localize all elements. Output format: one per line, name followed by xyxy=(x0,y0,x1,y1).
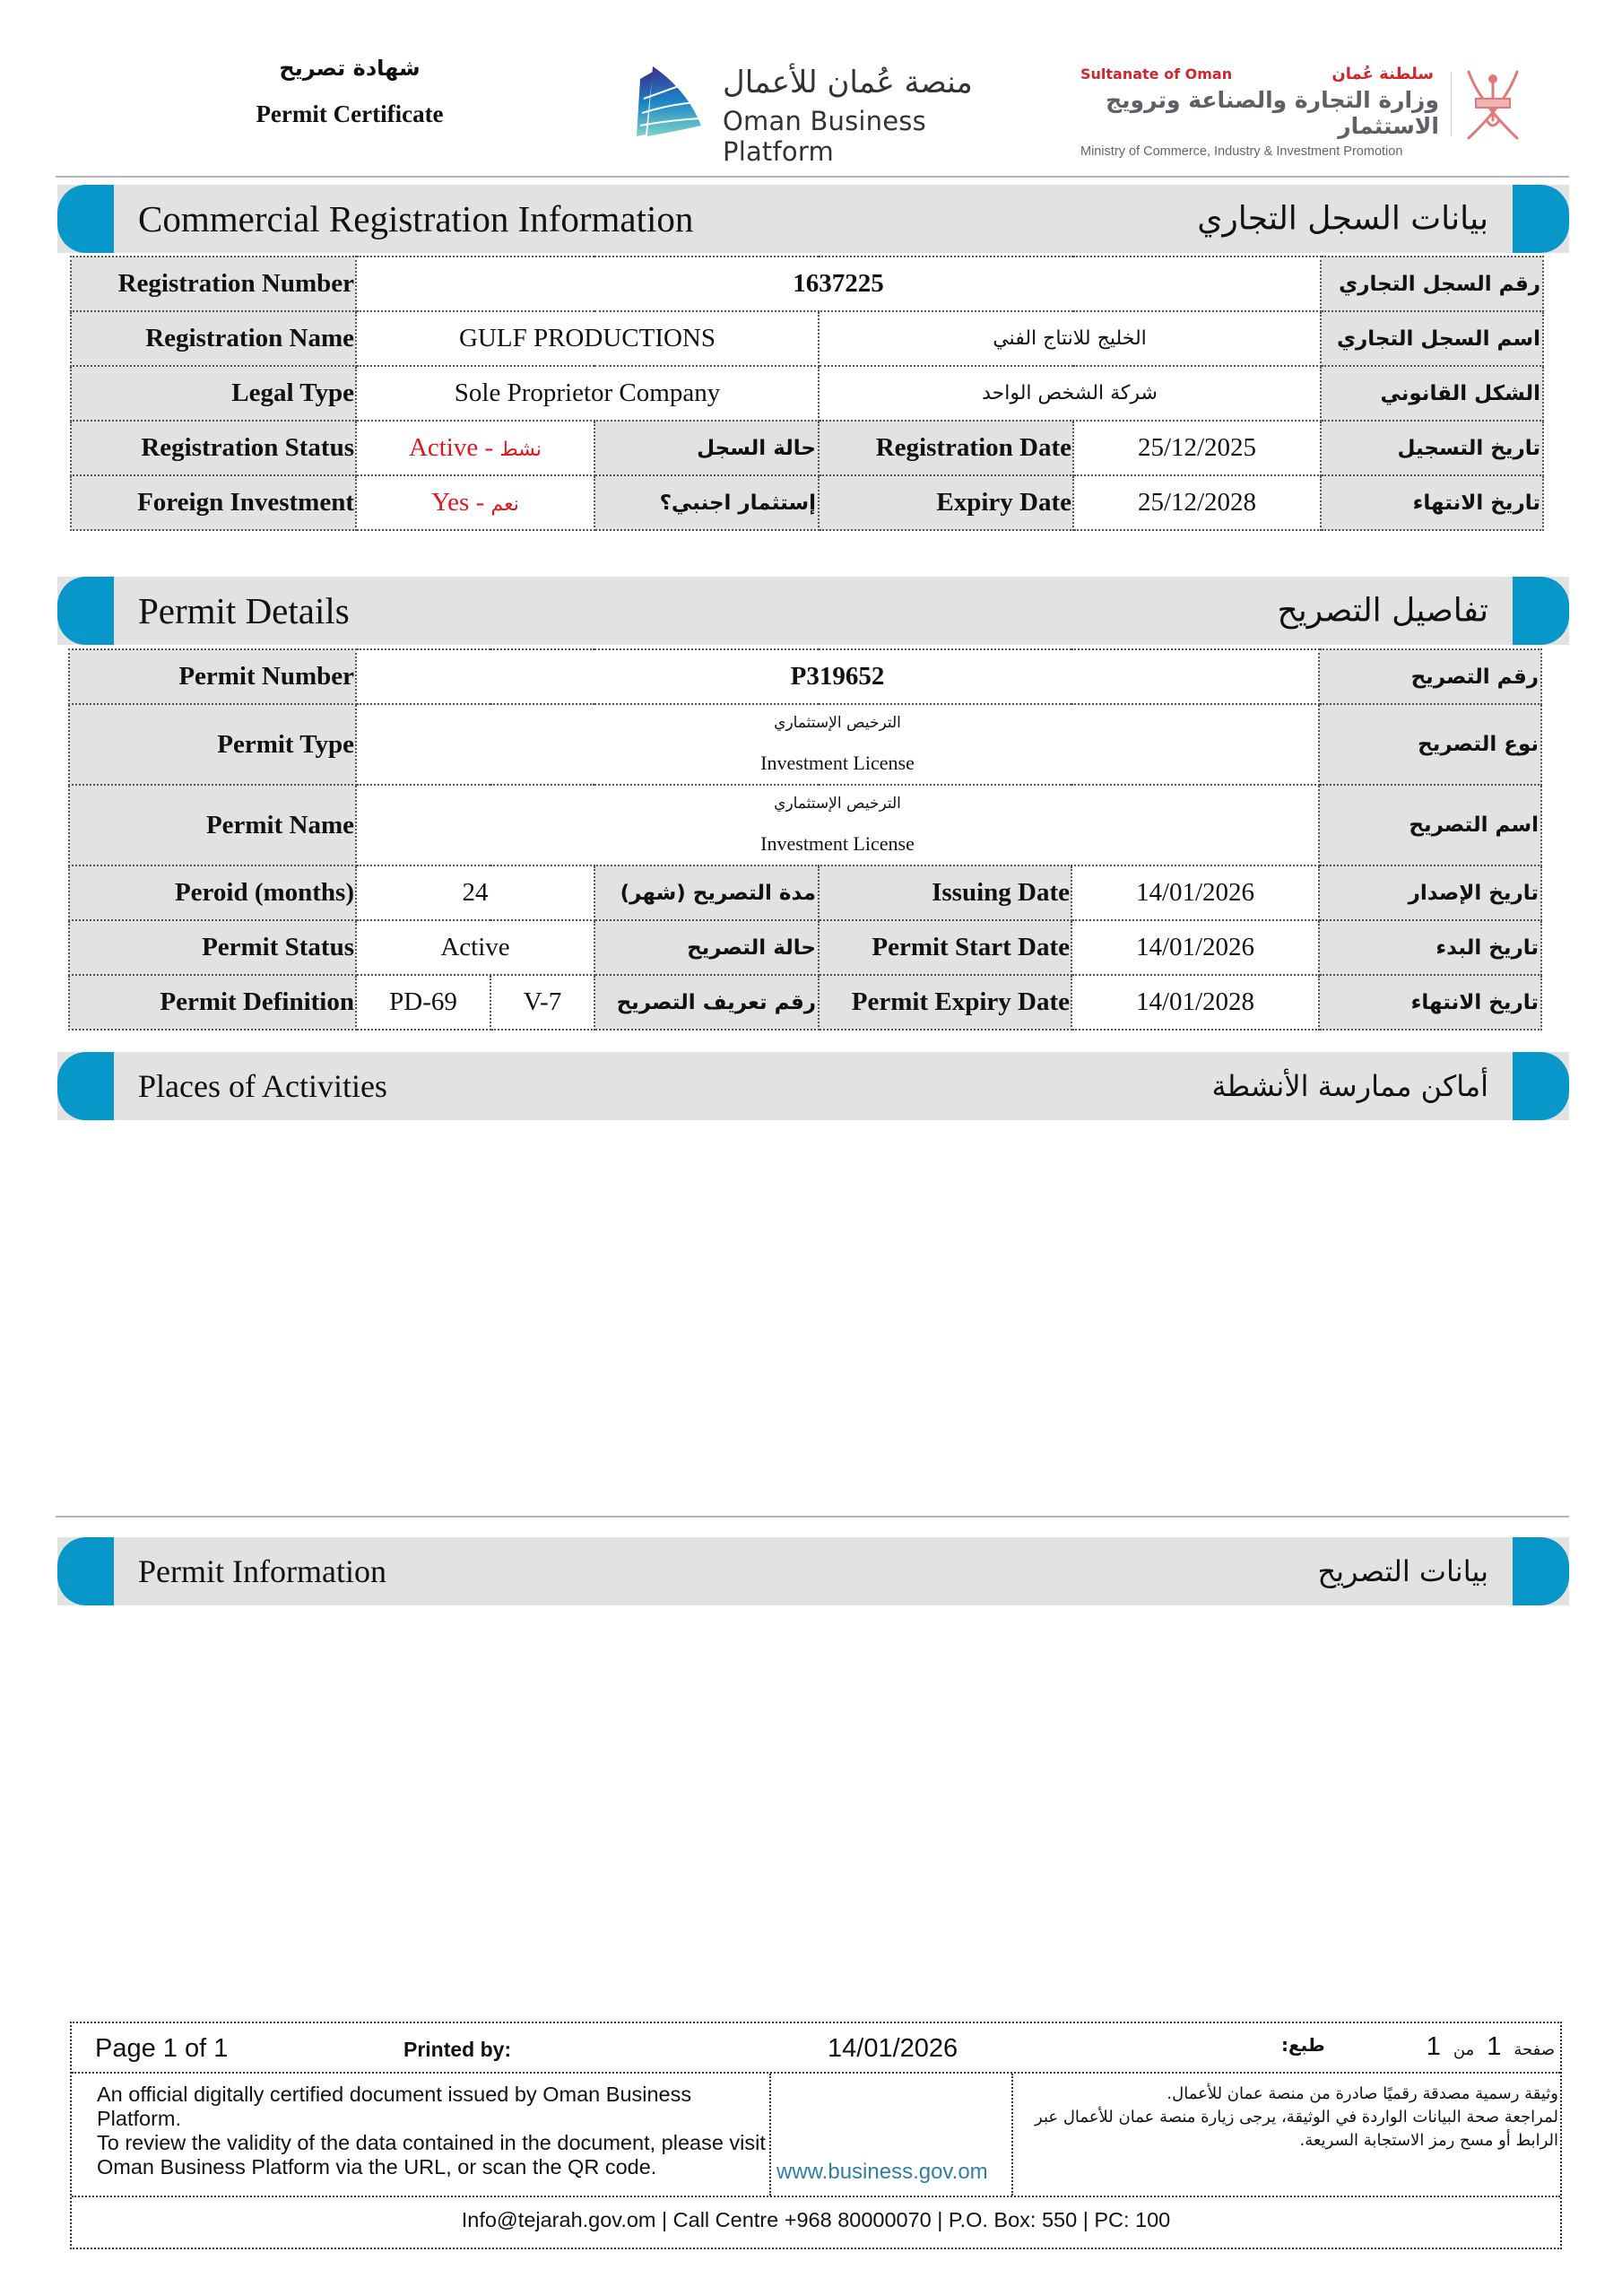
permit-type-label-ar: نوع التصريح xyxy=(1319,704,1541,785)
notice-ar xyxy=(1013,2074,1560,2196)
registration-status-label-ar: حالة السجل xyxy=(594,421,819,475)
registration-name-label: Registration Name xyxy=(71,311,356,366)
section-title-ar: بيانات السجل التجاري xyxy=(1197,200,1488,238)
legal-type-label: Legal Type xyxy=(71,366,356,421)
permit-type-value xyxy=(356,704,1319,785)
section-cap-right xyxy=(1513,577,1569,645)
page-indicator-ar xyxy=(1427,2032,1555,2062)
platform-name-en: Oman Business Platform xyxy=(723,106,926,167)
section-title-ar: أماكن ممارسة الأنشطة xyxy=(1211,1069,1488,1103)
section-cap-left xyxy=(57,1052,114,1120)
permit-status-label: Permit Status xyxy=(69,920,356,975)
notice-en-line-2: To review the validity of the data contained in the document, please visit Oman Business Platform via the URL, or scan the QR code. xyxy=(97,2131,766,2179)
permit-name-label: Permit Name xyxy=(69,785,356,865)
issuing-date-label: Issuing Date xyxy=(819,865,1071,920)
oman-business-platform-logo xyxy=(633,61,1028,167)
page-indicator-en: Page 1 of 1 xyxy=(95,2034,229,2063)
table-row xyxy=(69,865,1541,920)
table-row xyxy=(71,257,1543,311)
qr-code-area xyxy=(771,2074,1013,2196)
notice-en xyxy=(72,2074,771,2196)
table-row xyxy=(69,975,1541,1030)
permit-definition-label-ar: رقم تعريف التصريح xyxy=(594,975,819,1030)
period-label-ar: مدة التصريح (شهر) xyxy=(594,865,819,920)
footer-notice-row xyxy=(72,2074,1560,2197)
section-header-permit-details xyxy=(57,577,1569,645)
document-title-ar: شهادة تصريح xyxy=(279,56,421,81)
expiry-date-value: 25/12/2028 xyxy=(1073,475,1321,530)
section-header-places-of-activities xyxy=(57,1052,1569,1120)
section-divider xyxy=(56,1516,1569,1518)
permit-number-value: P319652 xyxy=(356,649,1319,704)
registration-name-value-en: GULF PRODUCTIONS xyxy=(356,311,819,366)
permit-name-value-ar: الترخيص الإستثماري xyxy=(774,795,901,813)
page-ar-label: صفحة xyxy=(1514,2040,1555,2059)
printed-by-label-en: Printed by: xyxy=(403,2038,512,2061)
table-row xyxy=(71,475,1543,530)
issuing-date-value: 14/01/2026 xyxy=(1071,865,1319,920)
sultanate-en: Sultanate of Oman xyxy=(1080,65,1233,83)
page-ar-total: 1 xyxy=(1426,2032,1441,2061)
permit-name-label-ar: اسم التصريح xyxy=(1319,785,1541,865)
permit-definition-code: PD-69 xyxy=(356,975,490,1030)
permit-expiry-date-label-ar: تاريخ الانتهاء xyxy=(1319,975,1541,1030)
permit-number-label: Permit Number xyxy=(69,649,356,704)
section-header-commercial-registration xyxy=(57,185,1569,253)
table-row xyxy=(69,649,1541,704)
document-footer xyxy=(70,2022,1562,2249)
notice-ar-line-2: لمراجعة صحة البيانات الواردة في الوثيقة، يرجى زيارة منصة عمان للأعمال عبر الرابط أو مسح رمز الاستجابة السريعة. xyxy=(1035,2108,1558,2150)
ministry-name-en: Ministry of Commerce, Industry & Investment Promotion xyxy=(1080,144,1403,159)
permit-definition-label: Permit Definition xyxy=(69,975,356,1030)
permit-start-date-value: 14/01/2026 xyxy=(1071,920,1319,975)
registration-date-value: 25/12/2025 xyxy=(1073,421,1321,475)
issuing-date-label-ar: تاريخ الإصدار xyxy=(1319,865,1541,920)
foreign-investment-value-en: Yes - xyxy=(431,488,491,517)
permit-name-value xyxy=(356,785,1319,865)
foreign-investment-label: Foreign Investment xyxy=(71,475,356,530)
permit-details-table xyxy=(68,648,1542,1031)
registration-number-label-ar: رقم السجل التجاري xyxy=(1321,257,1543,311)
table-row xyxy=(69,785,1541,865)
legal-type-label-ar: الشكل القانوني xyxy=(1321,366,1543,421)
section-cap-left xyxy=(57,185,114,253)
section-title-en: Places of Activities xyxy=(138,1068,387,1104)
table-row xyxy=(69,920,1541,975)
permit-type-value-en: Investment License xyxy=(760,752,915,774)
foreign-investment-value xyxy=(356,475,594,530)
permit-expiry-date-label: Permit Expiry Date xyxy=(819,975,1071,1030)
section-cap-left xyxy=(57,577,114,645)
commercial-registration-table xyxy=(70,256,1544,531)
document-title-en: Permit Certificate xyxy=(256,100,444,127)
registration-name-value-ar: الخليج للانتاج الفني xyxy=(819,311,1321,366)
permit-name-value-en: Investment License xyxy=(760,832,915,855)
platform-name-ar: منصة عُمان للأعمال xyxy=(723,65,973,100)
sultanate-ar: سلطنة عُمان xyxy=(1331,65,1434,83)
permit-expiry-date-value: 14/01/2028 xyxy=(1071,975,1319,1030)
table-row xyxy=(71,311,1543,366)
section-title-ar: بيانات التصريح xyxy=(1317,1554,1488,1588)
registration-number-label: Registration Number xyxy=(71,257,356,311)
section-cap-right xyxy=(1513,1052,1569,1120)
section-title-en: Permit Details xyxy=(138,590,350,631)
section-cap-right xyxy=(1513,1537,1569,1605)
footer-contact: Info@tejarah.gov.om | Call Centre +968 80000070 | P.O. Box: 550 | PC: 100 xyxy=(461,2208,1171,2231)
ministry-divider xyxy=(1451,72,1452,136)
permit-status-label-ar: حالة التصريح xyxy=(594,920,819,975)
permit-start-date-label: Permit Start Date xyxy=(819,920,1071,975)
permit-status-value: Active xyxy=(356,920,594,975)
expiry-date-label: Expiry Date xyxy=(819,475,1073,530)
section-title-en: Permit Information xyxy=(138,1553,386,1589)
status-value-en: Active - xyxy=(408,433,500,462)
permit-definition-version: V-7 xyxy=(490,975,594,1030)
section-cap-right xyxy=(1513,185,1569,253)
ministry-name-ar: وزارة التجارة والصناعة وترويج الاستثمار xyxy=(1106,87,1439,139)
legal-type-value-en: Sole Proprietor Company xyxy=(356,366,819,421)
status-value-ar: نشط xyxy=(499,439,542,461)
registration-name-label-ar: اسم السجل التجاري xyxy=(1321,311,1543,366)
registration-number-value: 1637225 xyxy=(356,257,1321,311)
page-ar-current: 1 xyxy=(1487,2032,1502,2061)
business-portal-link[interactable]: www.business.gov.om xyxy=(776,2160,988,2184)
table-row xyxy=(71,421,1543,475)
expiry-date-label-ar: تاريخ الانتهاء xyxy=(1321,475,1543,530)
permit-type-label: Permit Type xyxy=(69,704,356,785)
section-header-permit-information xyxy=(57,1537,1569,1605)
print-date: 14/01/2026 xyxy=(828,2034,958,2063)
document-title xyxy=(206,56,493,128)
registration-status-value xyxy=(356,421,594,475)
section-cap-left xyxy=(57,1537,114,1605)
foreign-investment-value-ar: نعم xyxy=(490,493,519,516)
sail-logo-icon xyxy=(633,63,705,140)
registration-date-label: Registration Date xyxy=(819,421,1073,475)
footer-print-row xyxy=(72,2023,1560,2074)
registration-status-label: Registration Status xyxy=(71,421,356,475)
notice-en-line-1: An official digitally certified document issued by Oman Business Platform. xyxy=(97,2083,692,2130)
registration-date-label-ar: تاريخ التسجيل xyxy=(1321,421,1543,475)
legal-type-value-ar: شركة الشخص الواحد xyxy=(819,366,1321,421)
header-divider xyxy=(56,176,1569,178)
printed-by-label-ar: طبع: xyxy=(1281,2034,1325,2056)
table-row xyxy=(71,366,1543,421)
section-title-en: Commercial Registration Information xyxy=(138,198,694,239)
oman-emblem-icon xyxy=(1462,66,1524,144)
permit-number-label-ar: رقم التصريح xyxy=(1319,649,1541,704)
permit-start-date-label-ar: تاريخ البدء xyxy=(1319,920,1541,975)
section-title-ar: تفاصيل التصريح xyxy=(1277,592,1488,630)
foreign-investment-label-ar: إستثمار اجنبي؟ xyxy=(594,475,819,530)
page-ar-of: من xyxy=(1453,2040,1475,2059)
table-row xyxy=(69,704,1541,785)
permit-type-value-ar: الترخيص الإستثماري xyxy=(774,714,901,732)
period-label: Peroid (months) xyxy=(69,865,356,920)
notice-ar-line-1: وثيقة رسمية مصدقة رقميًا صادرة من منصة عمان للأعمال. xyxy=(1167,2084,1558,2103)
period-value: 24 xyxy=(356,865,594,920)
ministry-logo xyxy=(1080,65,1439,159)
